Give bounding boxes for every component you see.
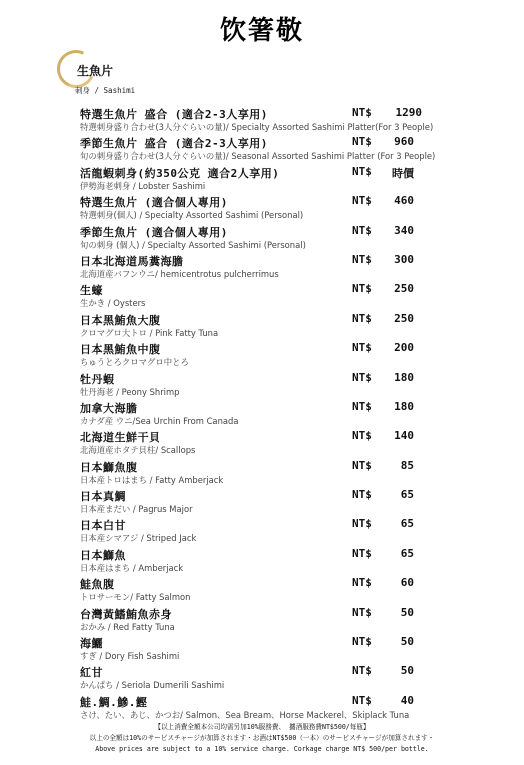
menu-item-currency: NT$	[352, 546, 372, 560]
menu-item-price: 250	[394, 282, 414, 296]
menu-item-name: 鮭魚腹	[80, 578, 115, 592]
menu-item	[0, 253, 524, 282]
menu-item	[0, 165, 524, 194]
menu-item	[0, 106, 524, 135]
menu-item-currency: NT$	[352, 605, 372, 619]
menu-item	[0, 459, 524, 488]
section-title: 生魚片	[77, 64, 114, 78]
footer-notes	[0, 722, 524, 755]
menu-item-name: 台灣黃鰭鮪魚赤身	[80, 607, 172, 621]
menu-item-price: 960	[394, 135, 414, 149]
menu-item-name: 日本真鯛	[80, 490, 126, 504]
menu-item-price: 180	[394, 399, 414, 413]
menu-item-currency: NT$	[352, 517, 372, 531]
menu-item-name: 日本白甘	[80, 519, 126, 533]
menu-item-currency: NT$	[352, 399, 372, 413]
menu-item-currency: NT$	[352, 135, 372, 149]
menu-item-description: 生かき / Oysters	[80, 298, 146, 309]
menu-item-currency: NT$	[352, 370, 372, 384]
menu-item-currency: NT$	[352, 664, 372, 678]
menu-item	[0, 312, 524, 341]
menu-item-price: 85	[400, 458, 414, 472]
menu-item-price: 250	[394, 311, 414, 325]
menu-item-description: トロサーモン/ Fatty Salmon	[80, 592, 191, 603]
menu-item-price: 65	[400, 517, 414, 531]
menu-item	[0, 224, 524, 253]
menu-item-description: 特選刺身(個人) / Specialty Assorted Sashimi (Personal)	[80, 210, 304, 221]
menu-item-currency: NT$	[352, 252, 372, 266]
menu-item-description: 日本産はまち / Amberjack	[80, 562, 184, 573]
menu-item-name: 日本鰤魚腹	[80, 460, 138, 474]
menu-item-description: 旬の刺身 (個人) / Specialty Assorted Sashimi (Personal)	[80, 239, 306, 250]
menu-item-name: 鮭.鯛.鰺.鰹	[80, 695, 148, 709]
menu-item-currency: NT$	[352, 341, 372, 355]
menu-item-price: 460	[394, 194, 414, 208]
menu-item-description: ちゅうとろクロマグロ中とろ	[80, 357, 189, 368]
menu-item	[0, 635, 524, 664]
menu-item-currency: NT$	[352, 282, 372, 296]
menu-item-currency: NT$	[352, 194, 372, 208]
menu-item	[0, 429, 524, 458]
menu-item-description: 旬の刺身盛り合わせ(3人分ぐらいの量)/ Seasonal Assorted Sashimi Platter (For 3 People)	[80, 151, 436, 162]
menu-item	[0, 488, 524, 517]
menu-item-name: 加拿大海膽	[80, 401, 138, 415]
menu-item-description: さけ、たい、あじ、かつお/ Salmon、Sea Bream、Horse Mackerel、Skiplack Tuna	[80, 709, 410, 720]
restaurant-logo: 饮箸敬	[219, 16, 304, 46]
menu-item-currency: NT$	[352, 223, 372, 237]
menu-item-currency: NT$	[352, 106, 372, 119]
menu-item-name: 特選生魚片 盛合 (適合2-3人享用)	[80, 108, 268, 121]
menu-item-description: 牡丹海老 / Peony Shrimp	[80, 386, 180, 397]
menu-item-name: 季節生魚片 盛合 (適合2-3人享用)	[80, 137, 268, 151]
menu-item-currency: NT$	[352, 635, 372, 649]
menu-item-price: 50	[400, 664, 414, 678]
menu-item-price: 140	[394, 429, 414, 443]
menu-item	[0, 282, 524, 311]
menu-item	[0, 547, 524, 576]
menu-item-description: 特選刺身盛り合わせ(3人分ぐらいの量)/ Specialty Assorted Sashimi Platter(For 3 People)	[80, 122, 434, 132]
menu-item-name: 海鱺	[80, 637, 103, 651]
menu-item-description: クロマグロ大トロ / Pink Fatty Tuna	[80, 327, 219, 338]
menu-item-name: 日本北海道馬糞海膽	[80, 254, 184, 268]
menu-item-name: 日本黑鮪魚大腹	[80, 313, 161, 327]
menu-item	[0, 135, 524, 164]
footer-note-japanese: 以上の全額は10%のサービスチャージが加算されます・お酒はNT$500（一本）のサービスチャージが加算されます・	[89, 734, 435, 742]
menu-item	[0, 694, 524, 723]
footer-note-chinese: 【以上消費全額本公司均需另加10%服務費、 攜酒服務費NT$500/每瓶】	[154, 723, 370, 731]
menu-item-description: 伊勢海老刺身 / Lobster Sashimi	[80, 180, 206, 191]
menu-item	[0, 606, 524, 635]
menu-item-description: 北海道産ホタテ貝柱/ Scallops	[80, 445, 196, 456]
menu-item-name: 牡丹蝦	[80, 372, 115, 386]
menu-item-price: 65	[400, 488, 414, 502]
menu-item	[0, 517, 524, 546]
footer-note-english: Above prices are subject to a 10% service charge. Corkage charge NT$ 500/per bottle.	[95, 745, 429, 753]
section-subtitle: 刺身 / Sashimi	[75, 86, 136, 95]
menu-item-name: 北海道生鮮干貝	[80, 431, 161, 445]
menu-item	[0, 194, 524, 223]
menu-item-name: 日本黑鮪魚中腹	[80, 343, 161, 357]
menu-item-price: 50	[400, 635, 414, 649]
menu-item-currency: NT$	[352, 164, 372, 178]
menu-item-name: 日本鰤魚	[80, 548, 126, 562]
menu-item-price: 50	[400, 605, 414, 619]
menu-item-name: 生蠔	[80, 284, 103, 298]
menu-item-price: 60	[400, 576, 414, 590]
menu-item-name: 特選生魚片 (適合個人專用)	[80, 196, 228, 210]
menu-item-price: 1290	[395, 106, 422, 119]
menu-item-price: 180	[394, 370, 414, 384]
menu-item-name: 活龍蝦刺身(約350公克 適合2人享用)	[80, 166, 280, 180]
menu-item-currency: NT$	[352, 488, 372, 502]
menu-item	[0, 664, 524, 693]
menu-item-description: カナダ産 ウニ/Sea Urchin From Canada	[80, 415, 239, 426]
menu-item-currency: NT$	[352, 311, 372, 325]
menu-item-price: 時價	[392, 166, 414, 180]
menu-item-description: すぎ / Dory Fish Sashimi	[80, 651, 180, 662]
menu-item	[0, 341, 524, 370]
menu-item-description: かんぱち / Seriola Dumerili Sashimi	[80, 680, 225, 691]
menu-item-currency: NT$	[352, 693, 372, 707]
menu-item-name: 季節生魚片 (適合個人專用)	[80, 225, 228, 239]
menu-item-price: 40	[400, 693, 414, 707]
menu-item-description: 日本産トロはまち / Fatty Amberjack	[80, 474, 224, 485]
menu-item-list	[0, 106, 524, 723]
menu-item-currency: NT$	[352, 576, 372, 590]
menu-item-price: 200	[394, 341, 414, 355]
menu-item-currency: NT$	[352, 458, 372, 472]
menu-item	[0, 400, 524, 429]
menu-item-price: 65	[400, 546, 414, 560]
menu-item	[0, 576, 524, 605]
menu-item-description: 北海道産バフンウニ/ hemicentrotus pulcherrimus	[80, 268, 279, 279]
menu-item-description: 日本産まだい / Pagrus Major	[80, 504, 193, 515]
menu-item-description: 日本産シマアジ / Striped Jack	[80, 533, 197, 544]
menu-item	[0, 371, 524, 400]
menu-item-description: おかみ / Red Fatty Tuna	[80, 621, 175, 632]
menu-item-price: 340	[394, 223, 414, 237]
menu-item-name: 紅甘	[80, 666, 103, 680]
menu-item-price: 300	[394, 252, 414, 266]
menu-item-currency: NT$	[352, 429, 372, 443]
